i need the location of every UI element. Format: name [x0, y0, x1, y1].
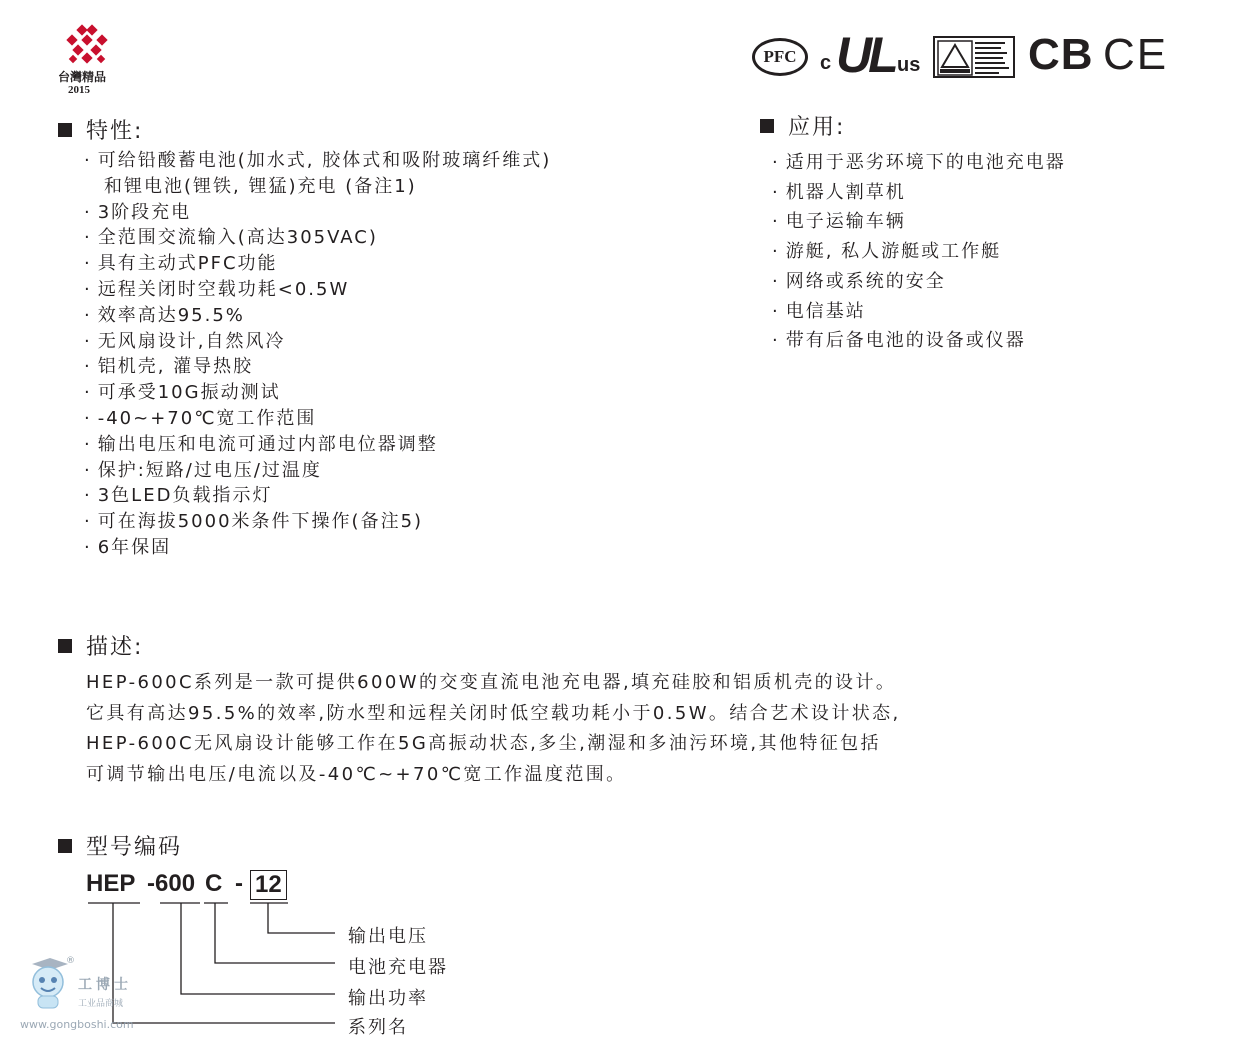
- list-item: · 3色LED负载指示灯: [84, 485, 273, 507]
- watermark-sub: 工业品商城: [78, 999, 124, 1009]
- bullet-dot-icon: ·: [84, 304, 92, 326]
- bullet-dot-icon: ·: [772, 241, 780, 263]
- bullet-dot-icon: ·: [772, 330, 780, 352]
- bullet-dot-icon: ·: [84, 278, 92, 300]
- description-heading: 描述:: [58, 630, 143, 661]
- list-item: · 适用于恶劣环境下的电池充电器: [772, 152, 1066, 173]
- tuv-triangle-icon: [937, 40, 973, 76]
- bullet-dot-icon: ·: [772, 152, 780, 173]
- description-line: 它具有高达95.5%的效率,防水型和远程关闭时低空载功耗小于0.5W。结合艺术设计状态,: [86, 702, 901, 724]
- award-year: 2015: [68, 84, 90, 96]
- bullet-dot-icon: ·: [84, 485, 92, 507]
- list-item: · 可在海拔5000米条件下操作(备注5): [84, 511, 424, 533]
- list-item: · 输出电压和电流可通过内部电位器调整: [84, 433, 438, 455]
- model-code-part-series: HEP: [86, 870, 136, 897]
- label-battery-charger: 电池充电器: [348, 957, 448, 978]
- bullet-dot-icon: ·: [84, 382, 92, 404]
- bullet-dot-icon: ·: [84, 201, 92, 223]
- bullet-dot-icon: ·: [84, 407, 92, 429]
- bullet-dot-icon: ·: [84, 253, 92, 275]
- bullet-dot-icon: ·: [772, 270, 780, 292]
- watermark-brand: 工博士: [78, 977, 132, 993]
- cert-tuv-mark: [933, 36, 1015, 78]
- list-item: · 效率高达95.5%: [84, 304, 245, 326]
- cert-ce-mark: CE: [1103, 30, 1169, 79]
- bullet-dot-icon: ·: [772, 181, 780, 203]
- description-line: 可调节输出电压/电流以及-40℃~+70℃宽工作温度范围。: [86, 763, 627, 785]
- model-code-part-charger: C: [205, 870, 223, 897]
- award-logo: [56, 22, 118, 100]
- square-bullet-icon: [58, 839, 72, 853]
- list-item: · 可给铅酸蓄电池(加水式, 胶体式和吸附玻璃纤维式): [84, 150, 552, 171]
- bullet-dot-icon: ·: [84, 356, 92, 378]
- square-bullet-icon: [58, 123, 72, 137]
- bullet-dot-icon: ·: [84, 433, 92, 455]
- list-item: · 电信基站: [772, 300, 866, 322]
- list-item: · 全范围交流输入(高达305VAC): [84, 227, 378, 249]
- bullet-dot-icon: ·: [84, 459, 92, 481]
- list-item: · 6年保固: [84, 536, 172, 558]
- description-line: HEP-600C系列是一款可提供600W的交变直流电池充电器,填充硅胶和铝质机壳的设计。: [86, 672, 897, 693]
- bullet-dot-icon: ·: [84, 150, 92, 171]
- square-bullet-icon: [58, 639, 72, 653]
- list-item: 和锂电池(锂铁, 锂猛)充电 (备注1): [104, 175, 417, 197]
- square-bullet-icon: [760, 119, 774, 133]
- label-output-voltage: 输出电压: [348, 926, 428, 947]
- watermark-url: www.gongboshi.com: [20, 1018, 134, 1031]
- cert-pfc-mark: PFC: [752, 38, 808, 76]
- model-code-part-power: -600: [147, 870, 196, 897]
- label-output-power: 输出功率: [348, 988, 428, 1009]
- label-series-name: 系列名: [348, 1017, 408, 1038]
- list-item: · 可承受10G振动测试: [84, 382, 281, 404]
- cert-ul-mark: UL: [836, 27, 895, 83]
- list-item: · 游艇, 私人游艇或工作艇: [772, 241, 1002, 263]
- model-code-part-voltage: 12: [250, 870, 287, 900]
- list-item: · 3阶段充电: [84, 201, 192, 223]
- list-item: · 铝机壳, 灌导热胶: [84, 356, 254, 378]
- award-label: 台灣精品: [58, 70, 107, 84]
- watermark: [18, 956, 168, 1036]
- list-item: · -40~+70℃宽工作范围: [84, 407, 317, 429]
- description-body: [86, 668, 901, 790]
- model-code-part-dash: -: [235, 870, 243, 897]
- list-item: · 具有主动式PFC功能: [84, 253, 278, 275]
- tuv-text-lines-icon: [975, 40, 1013, 76]
- features-heading: 特性:: [58, 114, 143, 145]
- bullet-dot-icon: ·: [84, 227, 92, 249]
- list-item: · 无风扇设计,自然风冷: [84, 330, 286, 352]
- list-item: · 机器人割草机: [772, 181, 906, 203]
- description-line: HEP-600C无风扇设计能够工作在5G高振动状态,多尘,潮湿和多油污环境,其他特征包括: [86, 733, 881, 754]
- watermark-reg-mark: ®: [66, 956, 75, 966]
- cert-cb-mark: CB: [1028, 30, 1094, 79]
- bullet-dot-icon: ·: [772, 300, 780, 322]
- applications-heading: 应用:: [760, 110, 845, 141]
- cert-ul-us: us: [897, 54, 921, 76]
- bullet-dot-icon: ·: [84, 536, 92, 558]
- bullet-dot-icon: ·: [84, 330, 92, 352]
- applications-list: [772, 148, 1066, 356]
- list-item: · 保护:短路/过电压/过温度: [84, 459, 322, 481]
- list-item: · 远程关闭时空载功耗<0.5W: [84, 278, 350, 300]
- bullet-dot-icon: ·: [772, 211, 780, 233]
- bullet-dot-icon: ·: [84, 511, 92, 533]
- features-list: [84, 148, 551, 561]
- award-star-icon: [56, 22, 118, 72]
- cert-ul-c: c: [820, 52, 832, 74]
- model-code-heading: 型号编码: [58, 830, 182, 861]
- list-item: · 电子运输车辆: [772, 211, 906, 233]
- list-item: · 网络或系统的安全: [772, 270, 946, 292]
- list-item: · 带有后备电池的设备或仪器: [772, 330, 1026, 352]
